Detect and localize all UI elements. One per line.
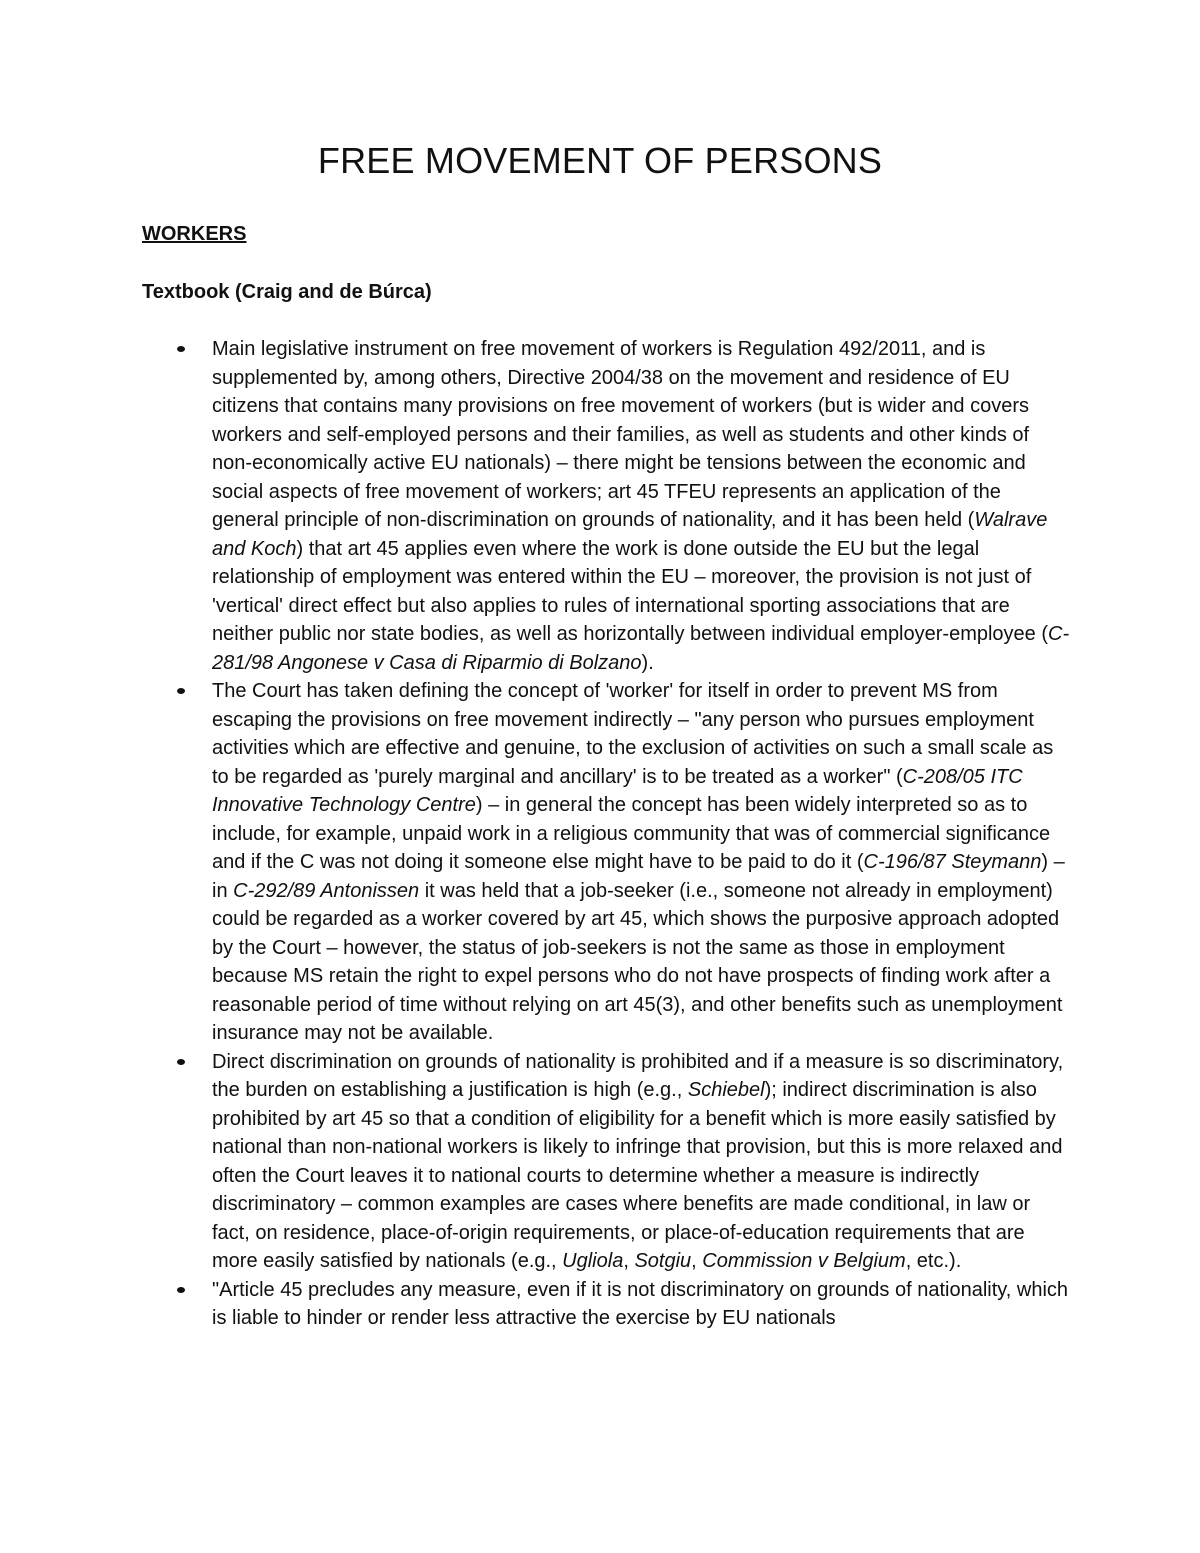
bullet-item — [212, 677, 1072, 1048]
text-run: ). — [641, 651, 654, 674]
bullet-item — [212, 1048, 1072, 1276]
text-run: Direct discrimination on grounds of nationality is prohibited and if a measure is so discriminatory, the burden on establishing a justification is high (e.g., — [212, 1050, 1064, 1101]
bullet-dot-icon — [177, 346, 185, 352]
bullet-dot-icon — [177, 688, 185, 694]
text-run: "Article 45 precludes any measure, even if it is not discriminatory on grounds of nationality, which is liable to hinder or render less attractive the exercise by EU nationals — [212, 1278, 1069, 1329]
case-citation: Walrave and Koch — [212, 509, 1048, 560]
text-run: , — [623, 1250, 635, 1272]
bullet-dot-icon — [177, 1287, 185, 1293]
case-citation: Ugliola — [562, 1250, 624, 1272]
text-run: , etc.). — [905, 1250, 962, 1272]
bullet-item — [212, 1276, 1072, 1333]
bullet-text — [212, 1051, 1063, 1273]
bullet-text — [212, 1279, 1068, 1330]
bullet-list — [212, 335, 1072, 1333]
text-run: ); indirect discrimination is also prohibited by art 45 so that a condition of eligibility for a benefit which is more easily satisfied by national than non-national workers is likely to infringe that provision, but this is more relaxed and often the Court leaves it to national courts to determine whether a measure is indirectly discriminatory – common examples are cases where benefits are made conditional, in law or fact, on residence, place-of-origin requirements, or place-of-education requirements that are more easily satisfied by nationals (e.g., — [212, 1079, 1063, 1272]
text-run: , — [691, 1250, 703, 1272]
case-citation: C-196/87 Steymann — [863, 851, 1042, 873]
bullet-text — [212, 680, 1065, 1044]
document-title: FREE MOVEMENT OF PERSONS — [317, 140, 883, 181]
bullet-text — [212, 338, 1069, 674]
text-run: The Court has taken defining the concept of 'worker' for itself in order to prevent MS from escaping the provisions on free movement indirectly – "any person who pursues employment activities which are effective and genuine, to the exclusion of activities on such a small scale as to be regarded as 'purely marginal and ancillary' is to be treated as a worker" ( — [212, 680, 1054, 788]
case-citation: C-292/89 Antonissen — [233, 879, 420, 902]
case-citation: Schiebel — [687, 1079, 765, 1101]
text-run: ) – in general the concept has been widely interpreted so as to include, for example, unpaid work in a religious community that was of commercial significance and if the C was not doing it someone else might have to be paid to do it ( — [212, 794, 1051, 873]
case-citation: C-208/05 ITC Innovative Technology Centre — [212, 765, 1023, 816]
section-heading-workers: WORKERS — [142, 223, 247, 245]
bullet-dot-icon — [177, 1059, 185, 1065]
bullet-item — [212, 335, 1072, 677]
case-citation: Sotgiu — [634, 1250, 692, 1272]
text-run: ) that art 45 applies even where the work is done outside the EU but the legal relationship of employment was entered within the EU – moreover, the provision is not just of 'vertical' direct effect but also applies to rules of international sporting associations that are neither public nor state bodies, as well as horizontally between individual employer-employee ( — [212, 537, 1049, 645]
text-run: Main legislative instrument on free movement of workers is Regulation 492/2011, and is supplemented by, among others, Directive 2004/38 on the movement and residence of EU citizens that contains many provisions on free movement of workers (but is wider and covers workers and self-employed persons and their families, as well as students and other kinds of non-economically active EU nationals) – there might be tensions between the economic and social aspects of free movement of workers; art 45 TFEU represents an application of the general principle of non-discrimination on grounds of nationality, and it has been held ( — [212, 338, 1030, 531]
text-run: it was held that a job-seeker (i.e., someone not already in employment) could be regarded as a worker covered by art 45, which shows the purposive approach adopted by the Court – however, the status of job-seekers is not the same as those in employment because MS retain the right to expel persons who do not have prospects of finding work after a reasonable period of time without relying on art 45(3), and other benefits such as unemployment insurance may not be available. — [212, 879, 1063, 1044]
textbook-subheading: Textbook (Craig and de Búrca) — [142, 281, 432, 303]
case-citation: C-281/98 Angonese v Casa di Riparmio di Bolzano — [212, 623, 1070, 674]
case-citation: Commission v Belgium — [702, 1250, 906, 1272]
text-run: ) – in — [212, 851, 1065, 902]
